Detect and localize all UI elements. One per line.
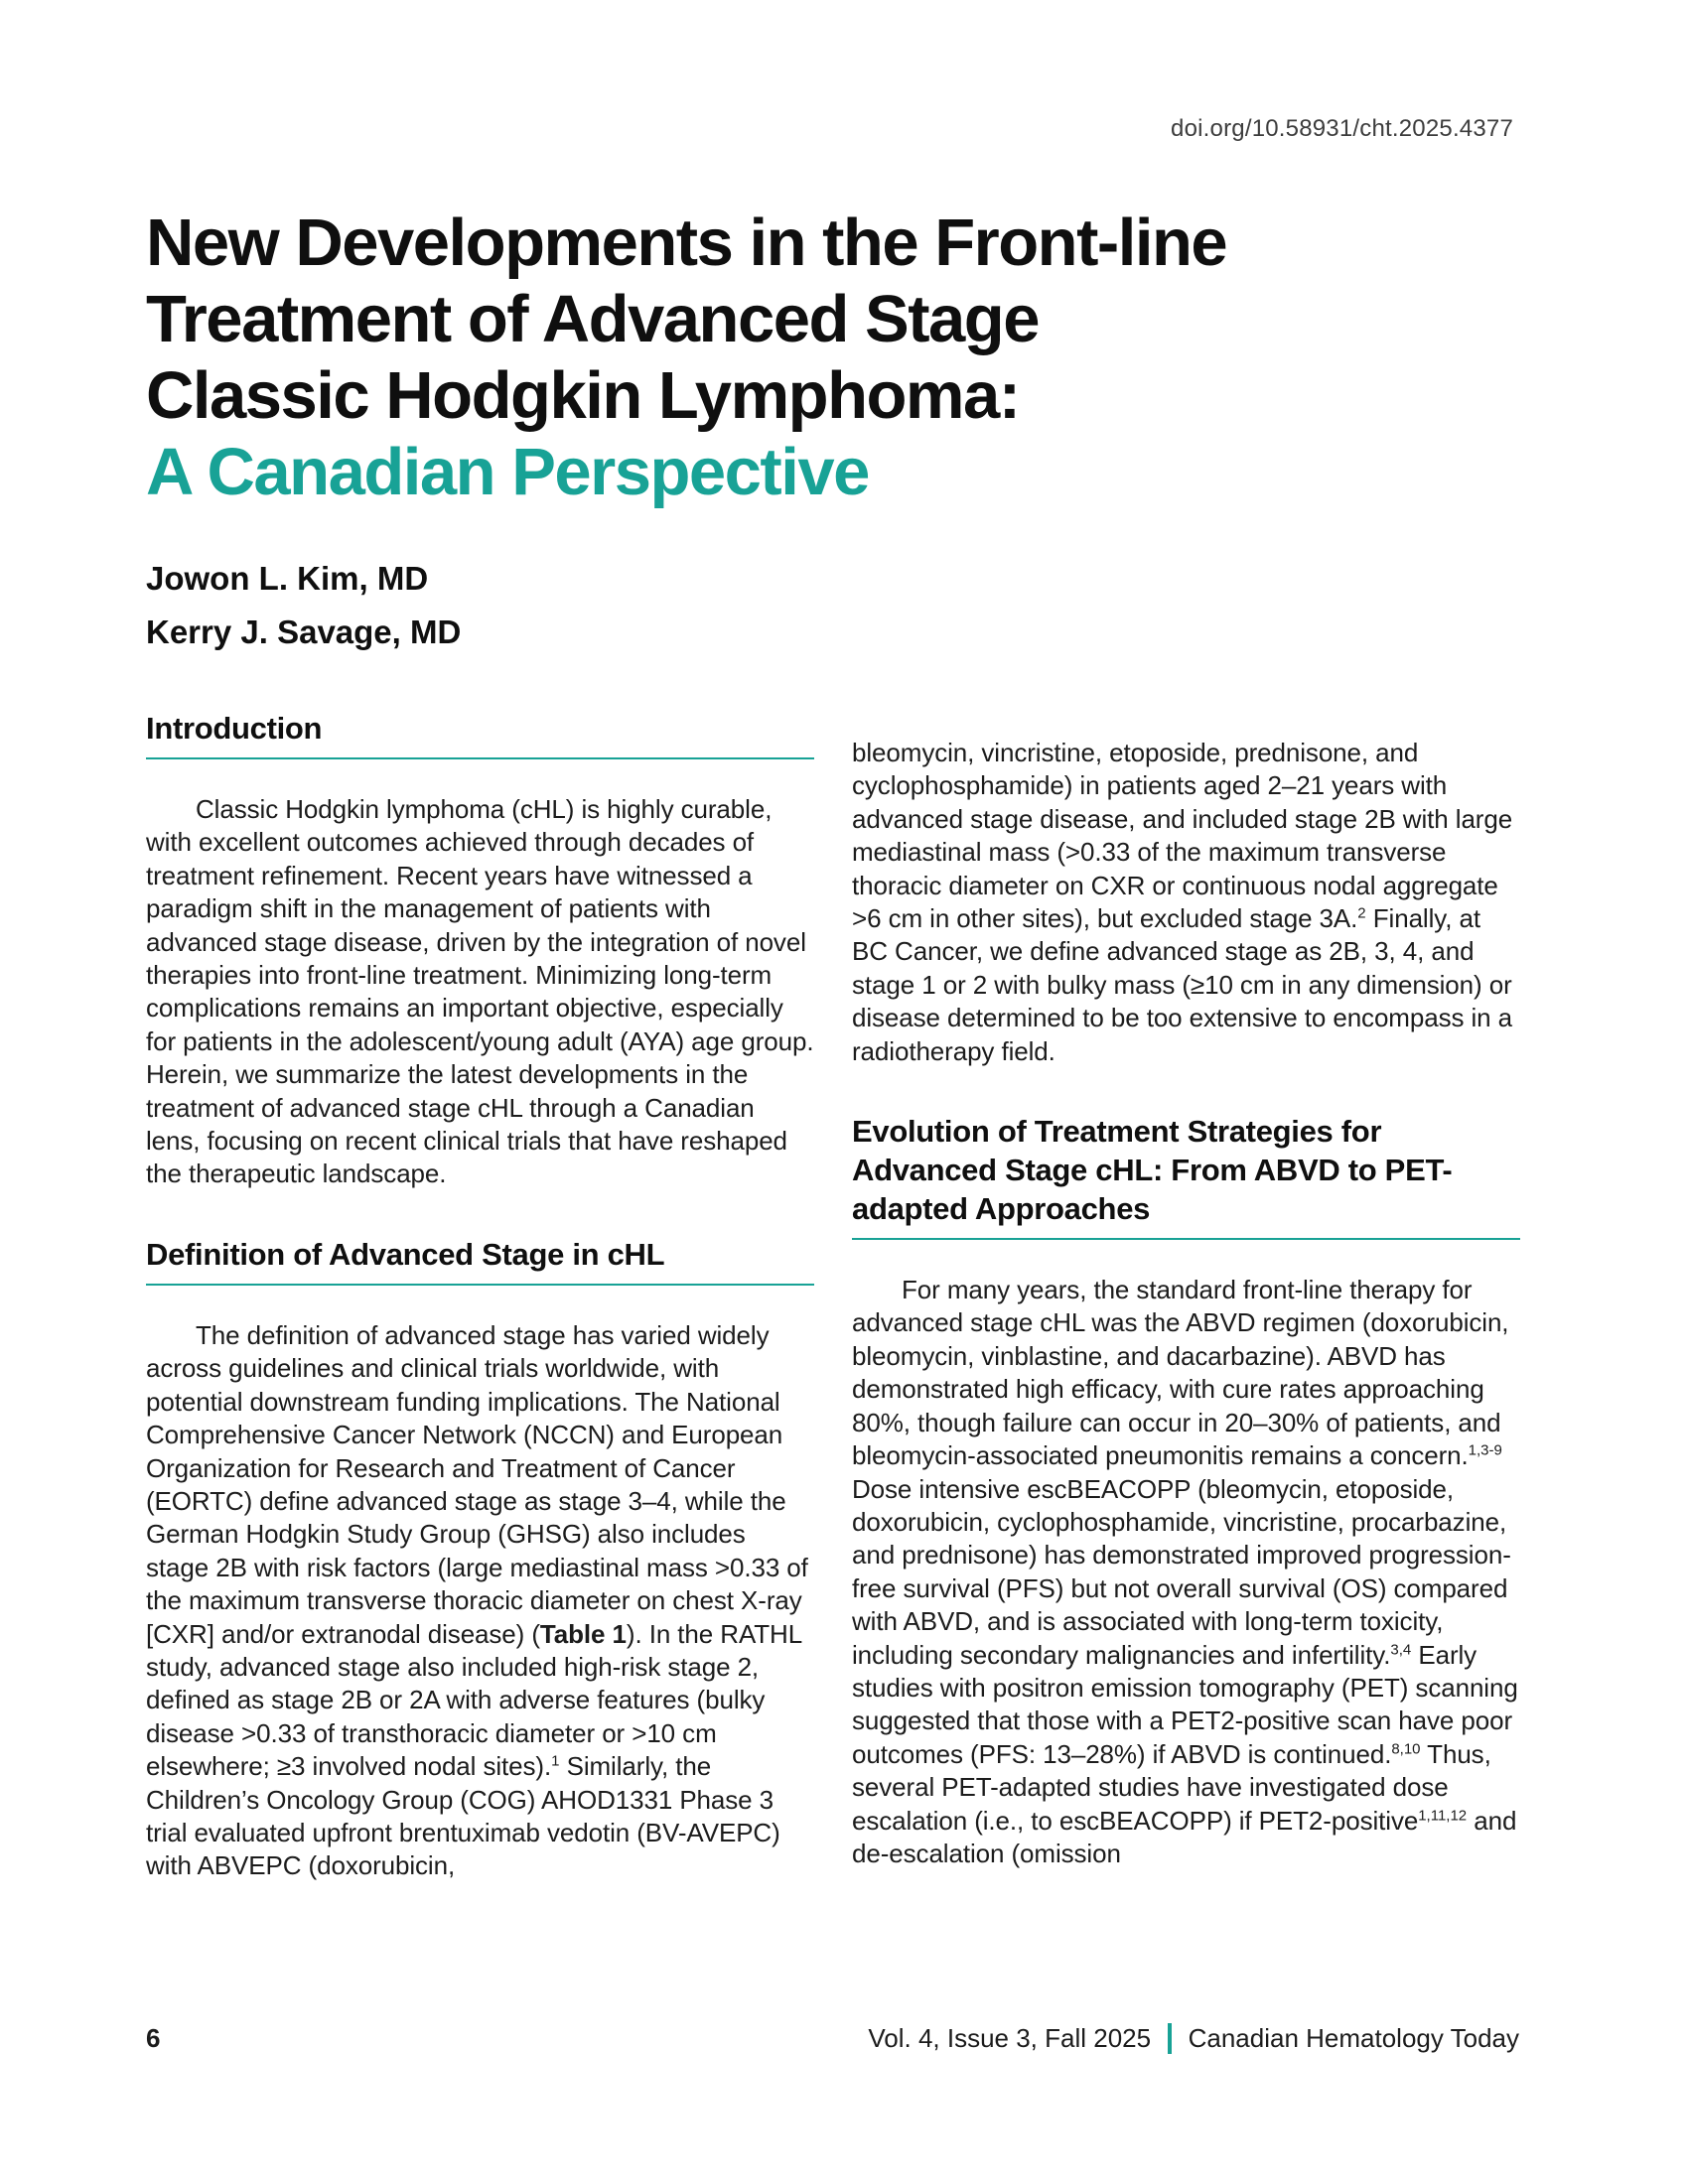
author-name: Jowon L. Kim, MD (146, 560, 429, 597)
section-heading: Evolution of Treatment Strategies for Advanced Stage cHL: From ABVD to PET-adapted Approaches (852, 1112, 1520, 1240)
body-text: Dose intensive escBEACOPP (bleomycin, etoposide, doxorubicin, cyclophosphamide, vincristine, procarbazine, and prednisone) has demonstrated improved progression-free survival (PFS) but not overall survival (OS) compared with ABVD, and is associated with long-term toxicity, including secondary malignancies and infertility. (852, 1473, 1511, 1670)
article-title (146, 205, 1556, 510)
body-text: Similarly, the Children’s Oncology Group (COG) AHOD1331 Phase 3 trial evaluated upfront brentuximab vedotin (BV-AVEPC) with ABVEPC (doxorubicin, (146, 1751, 780, 1881)
title-line-1: New Developments in the Front-line (146, 205, 1227, 280)
author-list (146, 552, 461, 659)
footer-citation (868, 2023, 1519, 2054)
reference-superscript: 8,10 (1391, 1740, 1421, 1758)
body-text: For many years, the standard front-line therapy for advanced stage cHL was the ABVD regimen (doxorubicin, bleomycin, vinblastine, and dacarbazine). ABVD has demonstrated high efficacy, with cure rates approaching 80%, though failure can occur in 20–30% of patients, and bleomycin-associated pneumonitis remains a concern. (852, 1275, 1509, 1471)
paragraph (852, 737, 1520, 1068)
bold-text: Table 1 (539, 1618, 627, 1649)
page-footer (146, 2023, 1519, 2054)
reference-superscript: 3,4 (1390, 1640, 1412, 1658)
reference-superscript: 2 (1357, 904, 1366, 922)
reference-superscript: 1,11,12 (1418, 1806, 1468, 1824)
paragraph (146, 1319, 814, 1883)
author-name: Kerry J. Savage, MD (146, 614, 462, 650)
paragraph (852, 1274, 1520, 1870)
article-body (146, 709, 1520, 1883)
left-column (146, 709, 814, 1883)
body-text: Early studies with positron emission tomography (PET) scanning suggested that those with a PET2-positive scan have poor outcomes (PFS: 13–28%) if ABVD is continued. (852, 1639, 1518, 1769)
body-text: bleomycin, vincristine, etoposide, prednisone, and cyclophosphamide) in patients aged 2–21 years with advanced stage disease, and included stage 2B with large mediastinal mass (>0.33 of the maximum transverse thoracic diameter on CXR or continuous nodal aggregate >6 cm in other sites), but excluded stage 3A. (852, 738, 1513, 934)
footer-divider (1168, 2023, 1172, 2054)
page-number: 6 (146, 2023, 161, 2053)
title-line-2: Treatment of Advanced Stage (146, 282, 1039, 356)
paragraph (146, 793, 814, 1191)
body-text: Thus, several PET-adapted studies have investigated dose escalation (i.e., to escBEACOPP) if PET2-positive (852, 1738, 1491, 1836)
body-text: Finally, at BC Cancer, we define advanced stage as 2B, 3, 4, and stage 1 or 2 with bulky mass (≥10 cm in any dimension) or disease determined to be too extensive to encompass in a radiotherapy field. (852, 903, 1513, 1066)
reference-superscript: 1,3-9 (1468, 1441, 1502, 1459)
body-text: ). In the RATHL study, advanced stage also included high-risk stage 2, defined as stage 2B or 2A with adverse features (bulky disease >0.33 of transthoracic diameter or >10 cm elsewhere; ≥3 involved nodal sites). (146, 1618, 802, 1782)
title-subtitle-accent: A Canadian Perspective (146, 435, 869, 509)
footer-issue: Vol. 4, Issue 3, Fall 2025 (868, 2023, 1152, 2053)
right-column (852, 709, 1520, 1870)
title-line-3: Classic Hodgkin Lymphoma: (146, 358, 1020, 433)
body-text: The definition of advanced stage has varied widely across guidelines and clinical trials worldwide, with potential downstream funding implications. The National Comprehensive Cancer Network (NCCN) and European Organization for Research and Treatment of Cancer (EORTC) define advanced stage as stage 3–4, while the German Hodgkin Study Group (GHSG) also includes stage 2B with risk factors (large mediastinal mass >0.33 of the maximum transverse thoracic diameter on chest X-ray [CXR] and/or extranodal disease) ( (146, 1319, 808, 1649)
body-text: Classic Hodgkin lymphoma (cHL) is highly curable, with excellent outcomes achieved through decades of treatment refinement. Recent years have witnessed a paradigm shift in the management of patients with advanced stage disease, driven by the integration of novel therapies into front-line treatment. Minimizing long-term complications remains an important objective, especially for patients in the adolescent/young adult (AYA) age group. Herein, we summarize the latest developments in the treatment of advanced stage cHL through a Canadian lens, focusing on recent clinical trials that have reshaped the therapeutic landscape. (146, 794, 814, 1189)
reference-superscript: 1 (551, 1752, 560, 1770)
body-text: and de-escalation (omission (852, 1805, 1517, 1868)
section-heading: Definition of Advanced Stage in cHL (146, 1235, 814, 1286)
section-heading: Introduction (146, 709, 814, 759)
doi-text: doi.org/10.58931/cht.2025.4377 (1171, 115, 1513, 142)
footer-journal: Canadian Hematology Today (1188, 2023, 1519, 2053)
